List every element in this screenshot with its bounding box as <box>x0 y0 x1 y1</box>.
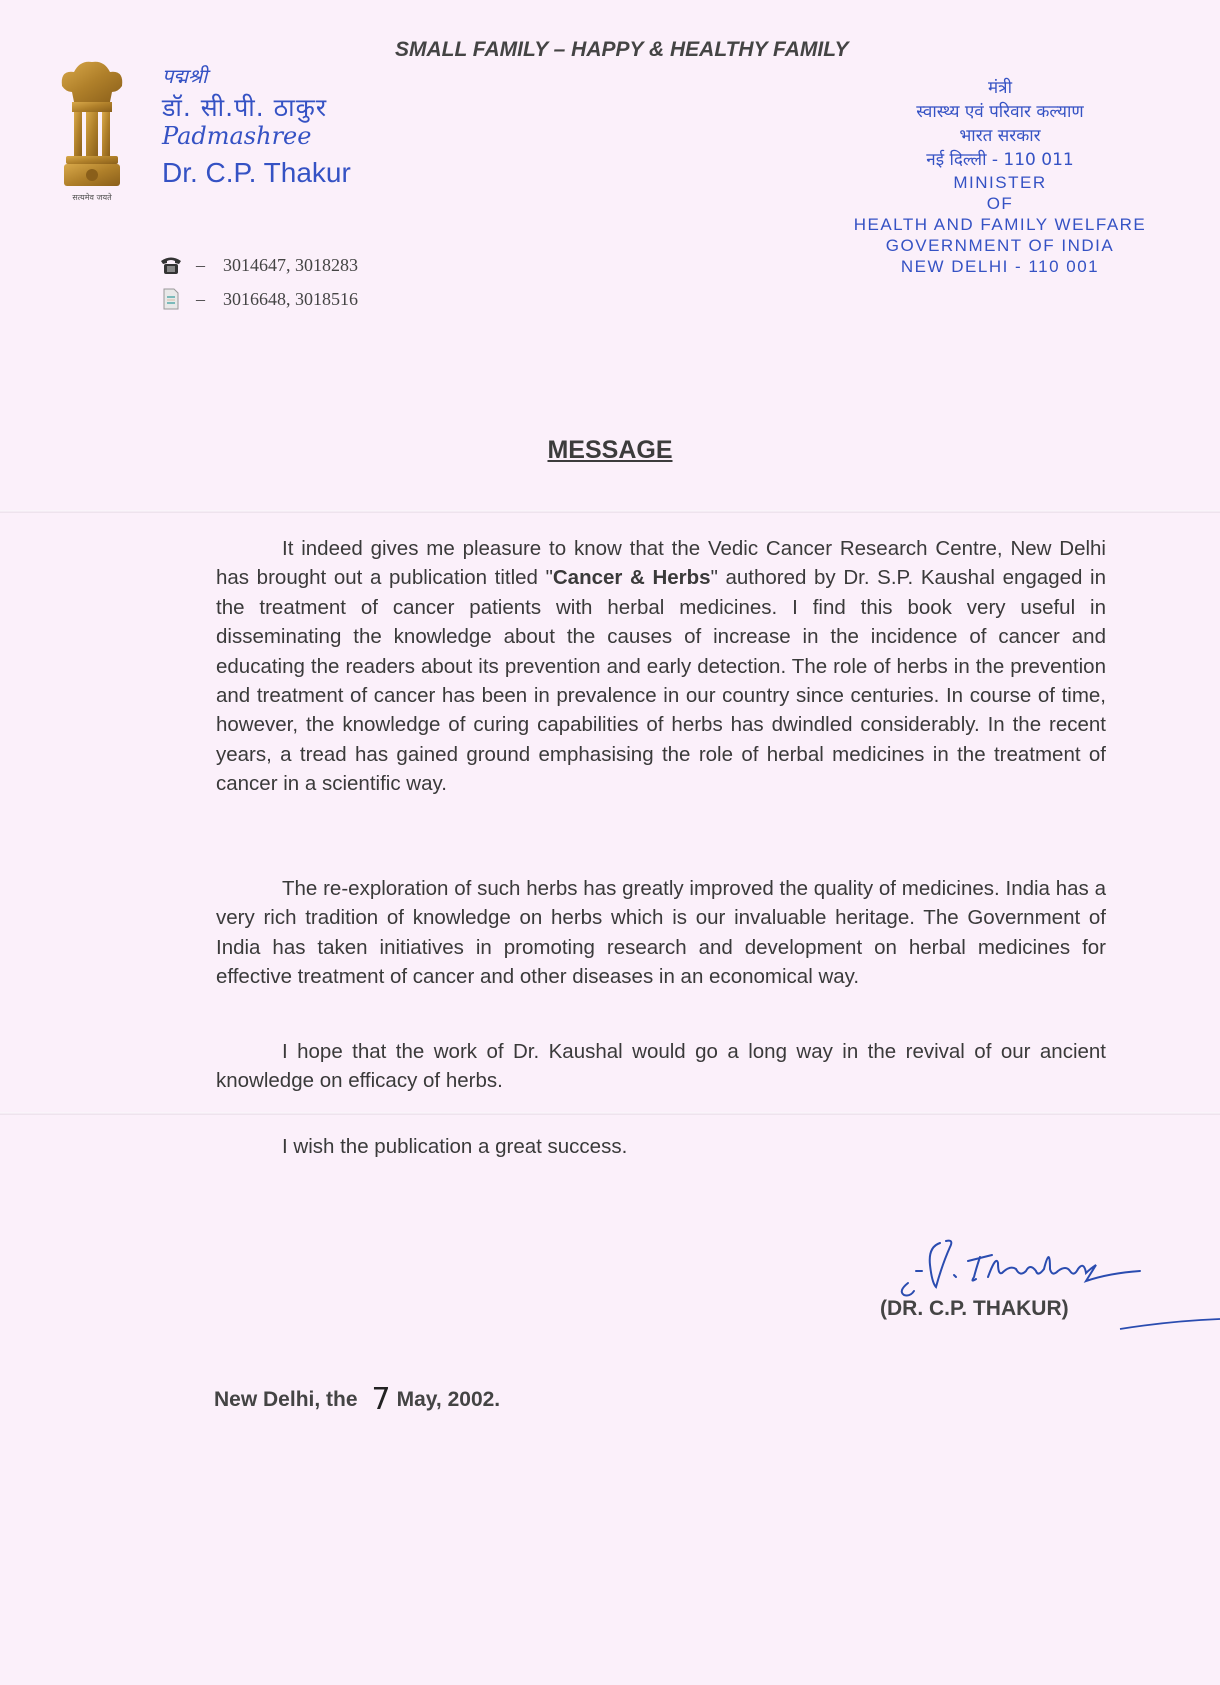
name-hindi: डॉ. सी.पी. ठाकुर <box>162 93 328 122</box>
ministry-hindi-line: भारत सरकार <box>959 126 1041 146</box>
p1-text-after: " authored by Dr. S.P. Kaushal engaged in the treatment of cancer patients with herbal medicines. I find this book very useful in disseminating the knowledge about the causes of increase in the incidence of cancer and educating the readers about its prevention and early detection. The role of herbs in the prevention and treatment of cancer has been in prevalence in our country since centuries. In course of time, however, the knowledge of curing capabilities of herbs has dwindled considerably. In the recent years, a tread has gained ground emphasising the role of herbal medicines in the treatment of cancer in a scientific way. <box>216 566 1106 796</box>
fax-dash: – <box>196 288 205 309</box>
slogan: SMALL FAMILY – HAPPY & HEALTHY FAMILY <box>395 38 849 61</box>
message-paragraph-4 <box>216 1132 1106 1161</box>
telephone-icon <box>160 254 182 276</box>
national-emblem-icon <box>52 58 132 208</box>
ministry-hindi-line: स्वास्थ्य एवं परिवार कल्याण <box>916 102 1084 122</box>
message-paragraph-2 <box>216 874 1106 992</box>
fax-document-icon <box>160 288 182 310</box>
emblem-motto: सत्यमेव जयते <box>72 193 112 202</box>
date-prefix: New Delhi, the <box>214 1387 358 1411</box>
phone-row <box>160 254 358 276</box>
signer-name: (DR. C.P. THAKUR) <box>880 1297 1069 1320</box>
date-line <box>214 1382 500 1417</box>
date-day-handwritten: 7 <box>371 1382 391 1417</box>
paragraph-text: I wish the publication a great success. <box>282 1135 628 1158</box>
fax-row <box>160 288 358 310</box>
message-paragraph-1 <box>216 534 1106 799</box>
paper-fold-line <box>0 510 1220 513</box>
title-hindi: पद्मश्री <box>162 64 208 88</box>
name-english: Dr. C.P. Thakur <box>162 157 351 188</box>
ministry-hindi-line: मंत्री <box>988 78 1012 98</box>
ministry-english-line: NEW DELHI - 110 001 <box>900 257 1100 276</box>
paragraph-text: The re-exploration of such herbs has greatly improved the quality of medicines. India has a very rich tradition of knowledge on herbs which is our invaluable heritage. The Government of India has taken initiatives in promoting research and development on herbal medicines for effective treatment of cancer and other diseases in an economical way. <box>216 877 1106 989</box>
p1-text-before: It indeed gives me pleasure to know that the Vedic Cancer Research Centre, New Delhi has brought out a publication titled " <box>216 537 1106 590</box>
message-paragraph-3 <box>216 1037 1106 1096</box>
fax-numbers: 3016648, 3018516 <box>223 288 358 309</box>
ministry-address <box>790 76 1210 277</box>
ministry-english-line: GOVERNMENT OF INDIA <box>885 236 1115 255</box>
message-heading-row <box>0 436 1220 465</box>
date-suffix: May, 2002. <box>396 1387 501 1411</box>
paragraph-text: I hope that the work of Dr. Kaushal would go a long way in the revival of our ancient knowledge on efficacy of herbs. <box>216 1040 1106 1093</box>
message-heading: MESSAGE <box>547 436 673 464</box>
ministry-english-line: MINISTER <box>953 173 1047 192</box>
title-english: Padmashree <box>162 122 312 150</box>
ministry-hindi-line: नई दिल्ली - 110 011 <box>926 150 1074 170</box>
ministry-english-line: OF <box>986 194 1014 213</box>
paper-fold-line <box>0 1112 1220 1115</box>
phone-numbers: 3014647, 3018283 <box>223 254 358 275</box>
phone-dash: – <box>196 254 205 275</box>
ministry-english-line: HEALTH AND FAMILY WELFARE <box>853 215 1147 234</box>
book-title: Cancer & Herbs <box>552 566 711 590</box>
